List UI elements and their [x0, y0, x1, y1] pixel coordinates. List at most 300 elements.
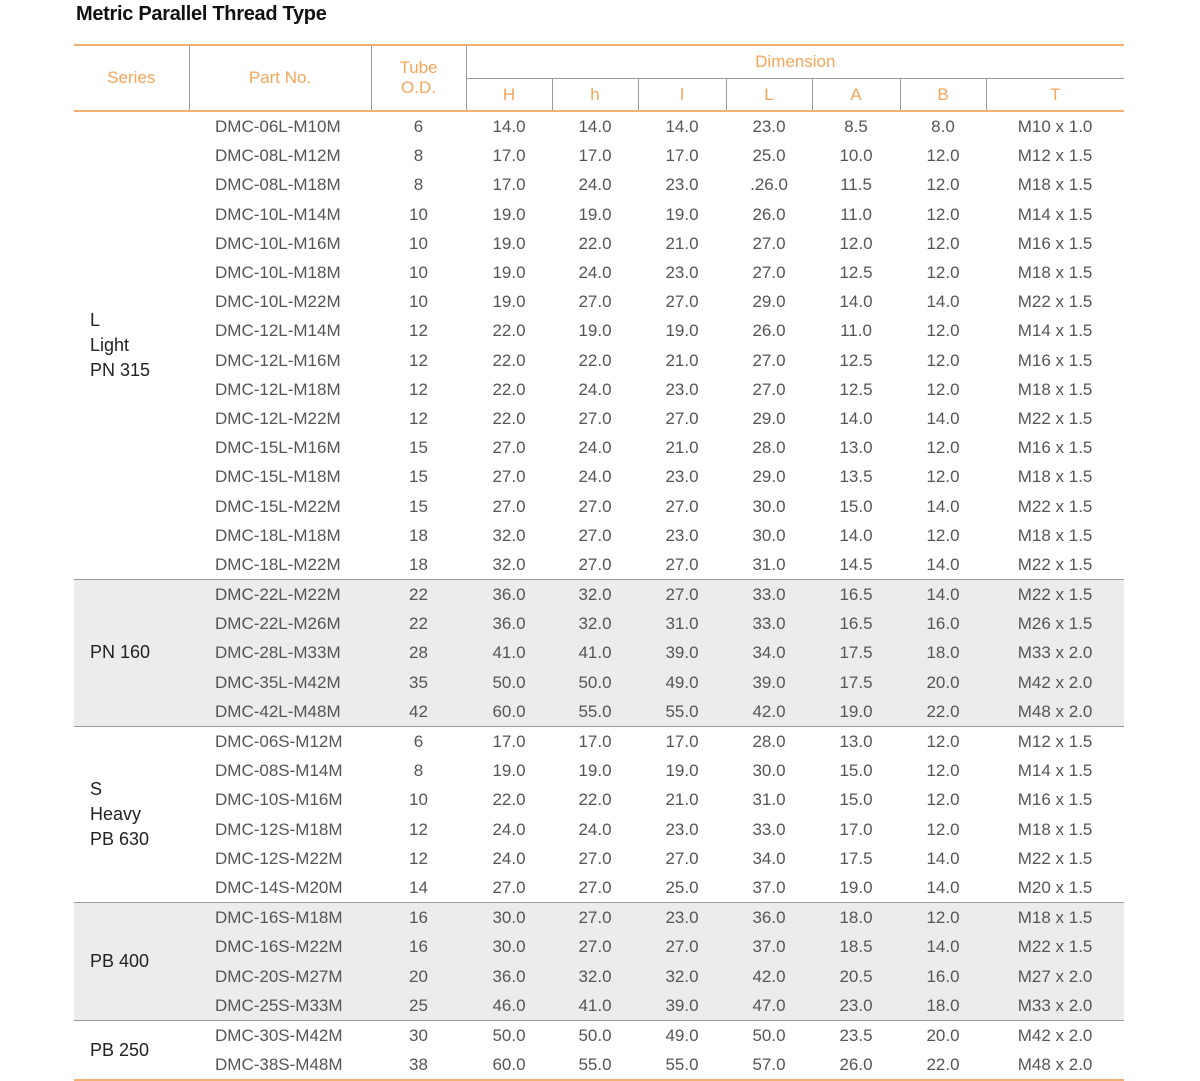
dim-L-cell: 27.0 [752, 263, 786, 283]
dim-l-cell: 21.0 [665, 350, 699, 370]
part-no-cell: DMC-08S-M14M [215, 761, 343, 781]
dim-B-cell: 12.0 [926, 732, 960, 752]
dim-A-cell: 12.5 [839, 263, 873, 283]
series-label-line: S [90, 779, 103, 799]
tube-od-cell: 12 [409, 848, 428, 868]
dim-l-cell: 31.0 [638, 609, 726, 638]
dim-H-cell: 46.0 [466, 991, 552, 1021]
part-no-cell: DMC-06L-M10M [215, 117, 341, 137]
dim-B-cell: 14.0 [900, 932, 986, 961]
table-row [74, 462, 1124, 491]
table-row [74, 873, 1124, 903]
dim-H-cell: 19.0 [492, 263, 526, 283]
part-no-cell: DMC-12L-M22M [215, 408, 341, 428]
dim-B-cell: 12.0 [926, 467, 960, 487]
dim-T-cell: M22 x 1.5 [986, 580, 1124, 610]
dim-T-cell: M42 x 2.0 [1017, 1025, 1093, 1045]
dim-B-cell: 16.0 [900, 961, 986, 990]
tube-od-cell: 15 [409, 496, 428, 516]
dim-L-cell: 50.0 [752, 1025, 786, 1045]
dim-l-cell: 39.0 [638, 991, 726, 1021]
table-row [74, 991, 1124, 1021]
dim-L-cell: 29.0 [752, 292, 786, 312]
dim-T-cell: M18 x 1.5 [986, 903, 1124, 933]
dim-L-cell: 29.0 [752, 467, 786, 487]
dim-T-cell: M12 x 1.5 [1017, 146, 1093, 166]
dim-L-cell: 31.0 [752, 790, 786, 810]
dim-H-cell: 22.0 [492, 790, 526, 810]
dim-h-cell: 27.0 [552, 932, 638, 961]
dim-H-cell: 14.0 [492, 117, 526, 137]
table-row [74, 170, 1124, 199]
table-row [74, 287, 1124, 316]
dim-l-cell: 27.0 [665, 408, 699, 428]
table-row [74, 346, 1124, 375]
part-no-cell: DMC-16S-M22M [189, 932, 371, 961]
tube-od-cell: 20 [371, 961, 466, 990]
dim-H-cell: 27.0 [492, 467, 526, 487]
table-row [74, 550, 1124, 580]
part-no-cell: DMC-25S-M33M [189, 991, 371, 1021]
dim-B-cell: 14.0 [926, 292, 960, 312]
dim-h-cell: 24.0 [578, 379, 612, 399]
series-label-line: PB 630 [90, 829, 150, 849]
dim-L-cell: 27.0 [752, 379, 786, 399]
dim-l-cell: 14.0 [665, 117, 699, 137]
tube-od-cell: 8 [413, 146, 424, 166]
dim-T-cell: M22 x 1.5 [1017, 292, 1093, 312]
dim-T-cell: M18 x 1.5 [1017, 263, 1093, 283]
dim-H-cell: 19.0 [492, 204, 526, 224]
header-tube-od-line2: O.D. [401, 78, 436, 97]
dim-L-cell: 33.0 [752, 819, 786, 839]
series-label-line: Light [90, 335, 130, 355]
table-row [74, 200, 1124, 229]
dim-T-cell: M14 x 1.5 [1017, 761, 1093, 781]
part-no-cell: DMC-42L-M48M [189, 697, 371, 727]
dim-A-cell: 12.5 [839, 379, 873, 399]
tube-od-cell: 8 [413, 175, 424, 195]
dim-h-cell: 32.0 [552, 609, 638, 638]
table-row [74, 961, 1124, 990]
table-row [74, 404, 1124, 433]
table-row [74, 756, 1124, 785]
dim-l-cell: 27.0 [638, 580, 726, 610]
header-col-h: h [552, 79, 638, 112]
dim-h-cell: 19.0 [578, 321, 612, 341]
tube-od-cell: 10 [409, 292, 428, 312]
dim-T-cell: M22 x 1.5 [1017, 848, 1093, 868]
dim-l-cell: 21.0 [665, 438, 699, 458]
dim-H-cell: 24.0 [492, 819, 526, 839]
dim-H-cell: 36.0 [466, 609, 552, 638]
tube-od-cell: 30 [409, 1025, 428, 1045]
dim-A-cell: 19.0 [839, 877, 873, 897]
dim-A-cell: 11.5 [840, 175, 872, 195]
dim-L-cell: 26.0 [752, 321, 786, 341]
dim-B-cell: 22.0 [926, 1055, 960, 1075]
table-row [74, 903, 1124, 933]
dim-l-cell: 23.0 [665, 467, 699, 487]
dim-A-cell: 16.5 [812, 609, 900, 638]
dim-h-cell: 27.0 [578, 408, 612, 428]
tube-od-cell: 12 [409, 321, 428, 341]
tube-od-cell: 8 [413, 761, 424, 781]
dim-A-cell: 13.5 [839, 467, 873, 487]
dim-A-cell: 10.0 [839, 146, 873, 166]
dim-l-cell: 32.0 [638, 961, 726, 990]
dim-A-cell: 15.0 [839, 790, 873, 810]
dim-l-cell: 27.0 [665, 554, 699, 574]
part-no-cell: DMC-18L-M22M [215, 554, 341, 574]
dim-H-cell: 22.0 [492, 408, 526, 428]
dim-l-cell: 55.0 [638, 697, 726, 727]
table-row [74, 697, 1124, 727]
table-row [74, 141, 1124, 170]
dim-l-cell: 19.0 [665, 761, 699, 781]
header-tube-od-line1: Tube [399, 58, 438, 77]
dim-A-cell: 8.5 [844, 117, 868, 137]
dim-T-cell: M16 x 1.5 [1017, 350, 1093, 370]
dim-L-cell: 27.0 [752, 233, 786, 253]
dim-H-cell: 36.0 [466, 580, 552, 610]
dim-L-cell: 42.0 [726, 961, 812, 990]
header-series: Series [107, 68, 156, 87]
dim-H-cell: 17.0 [492, 175, 526, 195]
dim-H-cell: 60.0 [492, 1055, 526, 1075]
part-no-cell: DMC-12S-M18M [215, 819, 343, 839]
tube-od-cell: 12 [409, 408, 428, 428]
dim-T-cell: M10 x 1.0 [1017, 117, 1093, 137]
dim-T-cell: M16 x 1.5 [1017, 790, 1093, 810]
dim-L-cell: 42.0 [726, 697, 812, 727]
dim-l-cell: 23.0 [665, 175, 699, 195]
table-row [74, 1050, 1124, 1080]
dim-A-cell: 15.0 [839, 761, 873, 781]
dim-L-cell: 33.0 [726, 609, 812, 638]
dim-L-cell: 28.0 [752, 438, 786, 458]
tube-od-cell: 10 [409, 233, 428, 253]
dim-A-cell: 12.0 [839, 233, 873, 253]
table-row [74, 726, 1124, 756]
dim-L-cell: 31.0 [752, 554, 786, 574]
dim-h-cell: 27.0 [578, 525, 612, 545]
tube-od-cell: 12 [409, 379, 428, 399]
dim-A-cell: 13.0 [839, 438, 873, 458]
dim-B-cell: 14.0 [926, 554, 960, 574]
dim-h-cell: 24.0 [578, 438, 612, 458]
tube-od-cell: 18 [409, 525, 428, 545]
dim-H-cell: 22.0 [492, 321, 526, 341]
tube-od-cell: 6 [413, 732, 424, 752]
dim-H-cell: 41.0 [466, 638, 552, 667]
dim-l-cell: 39.0 [638, 638, 726, 667]
dim-L-cell: 26.0 [752, 204, 786, 224]
dim-A-cell: 18.0 [812, 903, 900, 933]
dim-h-cell: 32.0 [552, 580, 638, 610]
dim-l-cell: 19.0 [665, 204, 699, 224]
dim-h-cell: 55.0 [552, 697, 638, 727]
dim-h-cell: 27.0 [578, 496, 612, 516]
page-title: Metric Parallel Thread Type [76, 3, 327, 25]
dim-A-cell: 17.5 [812, 638, 900, 667]
dim-B-cell: 12.0 [900, 903, 986, 933]
dim-l-cell: 19.0 [665, 321, 699, 341]
series-group [74, 726, 1124, 902]
dim-T-cell: M12 x 1.5 [1017, 732, 1093, 752]
dim-T-cell: M18 x 1.5 [1017, 525, 1093, 545]
dim-h-cell: 27.0 [578, 554, 612, 574]
table-row [74, 258, 1124, 287]
dim-l-cell: 23.0 [665, 525, 699, 545]
table-row [74, 638, 1124, 667]
tube-od-cell: 22 [371, 580, 466, 610]
dim-H-cell: 27.0 [492, 877, 526, 897]
dim-L-cell: 34.0 [752, 848, 786, 868]
dim-B-cell: 14.0 [926, 877, 960, 897]
part-no-cell: DMC-12L-M16M [215, 350, 341, 370]
dim-A-cell: 17.0 [839, 819, 873, 839]
dim-L-cell: 36.0 [726, 903, 812, 933]
dim-l-cell: 27.0 [665, 496, 699, 516]
part-no-cell: DMC-22L-M26M [189, 609, 371, 638]
tube-od-cell: 16 [371, 903, 466, 933]
dim-T-cell: M16 x 1.5 [1017, 438, 1093, 458]
dim-h-cell: 19.0 [578, 204, 612, 224]
table-row [74, 580, 1124, 610]
table-row [74, 844, 1124, 873]
dim-l-cell: 49.0 [665, 1025, 699, 1045]
dim-B-cell: 12.0 [926, 146, 960, 166]
part-no-cell: DMC-10L-M16M [215, 233, 341, 253]
dim-h-cell: 32.0 [552, 961, 638, 990]
dim-A-cell: 11.0 [840, 204, 872, 224]
dim-h-cell: 17.0 [578, 146, 612, 166]
part-no-cell: DMC-35L-M42M [189, 668, 371, 697]
dim-B-cell: 14.0 [926, 408, 960, 428]
dim-T-cell: M48 x 2.0 [1017, 1055, 1093, 1075]
dim-L-cell: 28.0 [752, 732, 786, 752]
part-no-cell: DMC-15L-M18M [215, 467, 341, 487]
series-label-line: PN 315 [90, 360, 151, 380]
table-row [74, 1020, 1124, 1050]
dim-l-cell: 49.0 [638, 668, 726, 697]
table-row [74, 433, 1124, 462]
part-no-cell: DMC-30S-M42M [215, 1025, 343, 1045]
dim-A-cell: 18.5 [812, 932, 900, 961]
dim-l-cell: 27.0 [665, 848, 699, 868]
header-dimension: Dimension [466, 45, 1124, 79]
table-row [74, 521, 1124, 550]
dim-A-cell: 15.0 [839, 496, 873, 516]
header-part-no: Part No. [189, 45, 371, 111]
header-col-L: L [726, 79, 812, 112]
dim-l-cell: 23.0 [665, 263, 699, 283]
dim-H-cell: 50.0 [466, 668, 552, 697]
dim-H-cell: 36.0 [466, 961, 552, 990]
dim-h-cell: 27.0 [578, 848, 612, 868]
dim-H-cell: 19.0 [492, 761, 526, 781]
header-tube-od [371, 45, 466, 111]
header-col-B: B [900, 79, 986, 112]
dim-T-cell: M18 x 1.5 [1017, 175, 1093, 195]
dim-T-cell: M22 x 1.5 [1017, 408, 1093, 428]
series-label [74, 1020, 189, 1080]
dim-B-cell: 20.0 [926, 1025, 960, 1045]
dim-H-cell: 30.0 [466, 903, 552, 933]
dim-T-cell: M33 x 2.0 [986, 991, 1124, 1021]
series-label-line: Heavy [90, 804, 142, 824]
header-col-l: l [638, 79, 726, 112]
tube-od-cell: 18 [409, 554, 428, 574]
dim-B-cell: 14.0 [900, 580, 986, 610]
dim-A-cell: 13.0 [839, 732, 873, 752]
dim-H-cell: 27.0 [492, 496, 526, 516]
dim-L-cell: 27.0 [752, 350, 786, 370]
dim-h-cell: 19.0 [578, 761, 612, 781]
dim-A-cell: 14.0 [839, 408, 873, 428]
dim-l-cell: 23.0 [638, 903, 726, 933]
dim-h-cell: 50.0 [578, 1025, 612, 1045]
dim-T-cell: M20 x 1.5 [1017, 877, 1093, 897]
dim-L-cell: 57.0 [752, 1055, 786, 1075]
dim-L-cell: 37.0 [726, 932, 812, 961]
part-no-cell: DMC-14S-M20M [215, 877, 343, 897]
tube-od-cell: 16 [371, 932, 466, 961]
dim-B-cell: 12.0 [926, 175, 960, 195]
dim-L-cell: 29.0 [752, 408, 786, 428]
dim-l-cell: 55.0 [665, 1055, 699, 1075]
tube-od-cell: 15 [409, 438, 428, 458]
tube-od-cell: 38 [409, 1055, 428, 1075]
part-no-cell: DMC-28L-M33M [189, 638, 371, 667]
dim-B-cell: 12.0 [926, 204, 960, 224]
dim-H-cell: 19.0 [492, 292, 526, 312]
series-group [74, 1020, 1124, 1080]
dim-h-cell: 24.0 [578, 263, 612, 283]
tube-od-cell: 25 [371, 991, 466, 1021]
dim-H-cell: 30.0 [466, 932, 552, 961]
part-no-cell: DMC-38S-M48M [215, 1055, 343, 1075]
dim-h-cell: 27.0 [552, 903, 638, 933]
part-no-cell: DMC-08L-M12M [215, 146, 341, 166]
dim-H-cell: 22.0 [492, 350, 526, 370]
dim-B-cell: 14.0 [926, 848, 960, 868]
part-no-cell: DMC-10L-M18M [215, 263, 341, 283]
dim-L-cell: 23.0 [752, 117, 786, 137]
table-row [74, 932, 1124, 961]
table-row [74, 375, 1124, 404]
dim-B-cell: 12.0 [926, 379, 960, 399]
part-no-cell: DMC-22L-M22M [189, 580, 371, 610]
dim-l-cell: 17.0 [665, 732, 699, 752]
part-no-cell: DMC-10L-M14M [215, 204, 341, 224]
dim-B-cell: 8.0 [931, 117, 955, 137]
part-no-cell: DMC-16S-M18M [189, 903, 371, 933]
dim-h-cell: 27.0 [578, 292, 612, 312]
part-no-cell: DMC-20S-M27M [189, 961, 371, 990]
dim-B-cell: 12.0 [926, 321, 960, 341]
dim-l-cell: 23.0 [665, 819, 699, 839]
series-group [74, 580, 1124, 727]
dim-T-cell: M18 x 1.5 [1017, 819, 1093, 839]
tube-od-cell: 22 [371, 609, 466, 638]
part-no-cell: DMC-06S-M12M [215, 732, 343, 752]
dim-H-cell: 50.0 [492, 1025, 526, 1045]
dim-h-cell: 17.0 [578, 732, 612, 752]
tube-od-cell: 12 [409, 819, 428, 839]
table-row [74, 815, 1124, 844]
dim-L-cell: .26.0 [750, 175, 788, 195]
dim-h-cell: 24.0 [578, 175, 612, 195]
tube-od-cell: 10 [409, 790, 428, 810]
dim-H-cell: 32.0 [492, 525, 526, 545]
dim-l-cell: 23.0 [665, 379, 699, 399]
dim-H-cell: 32.0 [492, 554, 526, 574]
header-col-T: T [986, 79, 1124, 112]
dim-A-cell: 26.0 [839, 1055, 873, 1075]
dim-B-cell: 12.0 [926, 761, 960, 781]
series-label [74, 903, 189, 1021]
dim-B-cell: 18.0 [900, 991, 986, 1021]
dim-T-cell: M48 x 2.0 [986, 697, 1124, 727]
dim-B-cell: 12.0 [926, 233, 960, 253]
part-no-cell: DMC-12L-M18M [215, 379, 341, 399]
dim-L-cell: 39.0 [726, 668, 812, 697]
dim-l-cell: 17.0 [665, 146, 699, 166]
dim-H-cell: 17.0 [492, 146, 526, 166]
table-header [74, 45, 1124, 111]
dim-T-cell: M22 x 1.5 [1017, 496, 1093, 516]
dim-h-cell: 14.0 [578, 117, 612, 137]
tube-od-cell: 42 [371, 697, 466, 727]
tube-od-cell: 10 [409, 263, 428, 283]
tube-od-cell: 12 [409, 350, 428, 370]
dim-B-cell: 22.0 [900, 697, 986, 727]
table-row [74, 491, 1124, 520]
series-label-line: PB 250 [90, 1039, 150, 1060]
dim-h-cell: 22.0 [578, 233, 612, 253]
dim-B-cell: 12.0 [926, 350, 960, 370]
series-label-line: PB 400 [90, 950, 150, 971]
table-row [74, 111, 1124, 141]
dim-A-cell: 14.0 [839, 525, 873, 545]
dim-A-cell: 23.5 [839, 1025, 873, 1045]
part-no-cell: DMC-12L-M14M [215, 321, 341, 341]
dim-B-cell: 14.0 [926, 496, 960, 516]
part-no-cell: DMC-12S-M22M [215, 848, 343, 868]
dim-h-cell: 22.0 [578, 350, 612, 370]
dim-A-cell: 14.0 [839, 292, 873, 312]
dim-B-cell: 16.0 [900, 609, 986, 638]
dim-H-cell: 22.0 [492, 379, 526, 399]
dim-h-cell: 41.0 [552, 991, 638, 1021]
dim-H-cell: 17.0 [492, 732, 526, 752]
dim-A-cell: 23.0 [812, 991, 900, 1021]
part-no-cell: DMC-10S-M16M [215, 790, 343, 810]
dim-L-cell: 30.0 [752, 761, 786, 781]
series-label [74, 111, 189, 580]
dim-A-cell: 11.0 [840, 321, 872, 341]
part-no-cell: DMC-15L-M16M [215, 438, 341, 458]
part-no-cell: DMC-15L-M22M [215, 496, 341, 516]
dim-B-cell: 12.0 [926, 438, 960, 458]
dim-H-cell: 24.0 [492, 848, 526, 868]
dim-H-cell: 60.0 [466, 697, 552, 727]
dim-L-cell: 34.0 [726, 638, 812, 667]
dim-T-cell: M22 x 1.5 [1017, 554, 1093, 574]
thread-spec-table [74, 44, 1124, 1081]
